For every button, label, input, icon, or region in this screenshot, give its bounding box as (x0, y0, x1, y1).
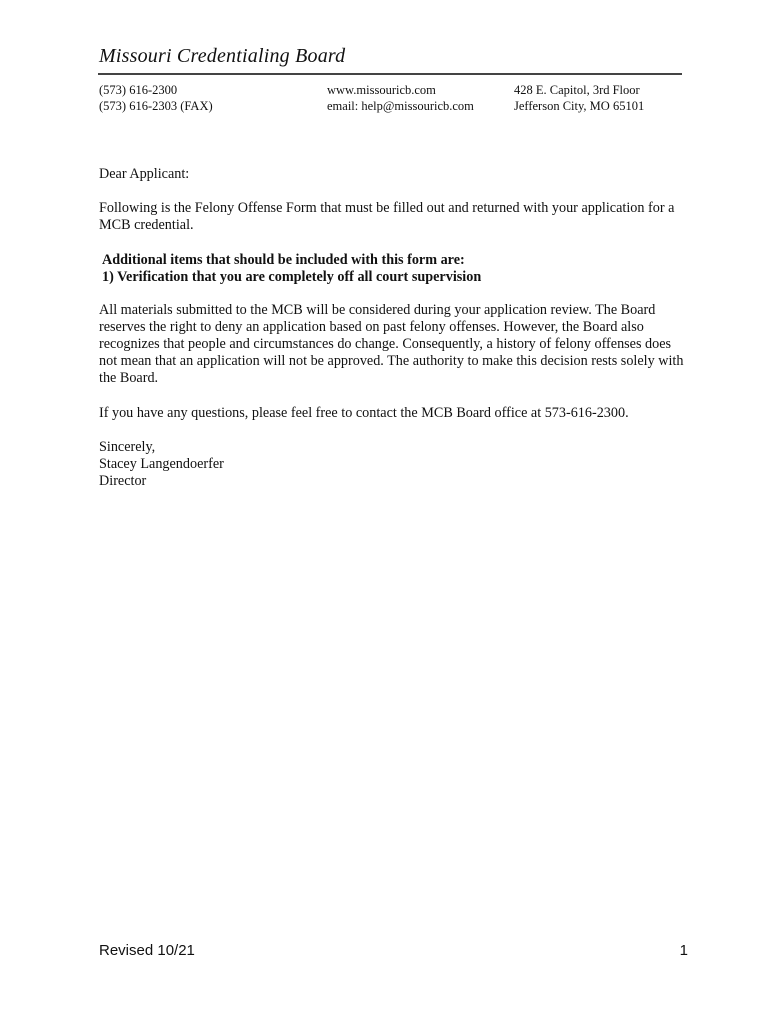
organization-name: Missouri Credentialing Board (99, 45, 346, 67)
signatory-name: Stacey Langendoerfer (99, 456, 224, 472)
signature-block (99, 439, 684, 490)
address-line-1: 428 E. Capitol, 3rd Floor (514, 83, 640, 97)
revision-label: Revised 10/21 (99, 942, 195, 959)
phone-number: (573) 616-2300 (99, 83, 178, 97)
fax-number: (573) 616-2303 (FAX) (99, 99, 213, 113)
email-text: email: help@missouricb.com (327, 99, 474, 113)
additional-item-1: 1) Verification that you are completely off all court supervision (102, 269, 482, 285)
web-block (327, 82, 474, 114)
intro-paragraph: Following is the Felony Offense Form that must be filled out and returned with your application for a MCB credential. (99, 200, 675, 233)
additional-items-heading: Additional items that should be included with this form are: (102, 252, 465, 268)
letterhead-divider (98, 73, 682, 75)
closing-salutation: Sincerely, (99, 439, 156, 455)
greeting: Dear Applicant: (99, 166, 190, 182)
phone-block (99, 82, 213, 114)
contact-paragraph: If you have any questions, please feel free to contact the MCB Board office at 573-616-2300. (99, 405, 629, 421)
signatory-title: Director (99, 473, 147, 489)
website-text: www.missouricb.com (327, 83, 436, 97)
page-number: 1 (679, 942, 688, 959)
review-paragraph: All materials submitted to the MCB will be considered during your application review. The Board reserves the right to deny an application based on past felony offenses. However, the Board also recognizes that people and circumstances do change. Consequently, a history of felony offenses does not mean that an application will not be approved. The authority to make this decision rests solely with the Board. (99, 302, 684, 386)
address-line-2: Jefferson City, MO 65101 (514, 99, 645, 113)
additional-items-block (99, 252, 687, 286)
address-block (514, 82, 644, 114)
